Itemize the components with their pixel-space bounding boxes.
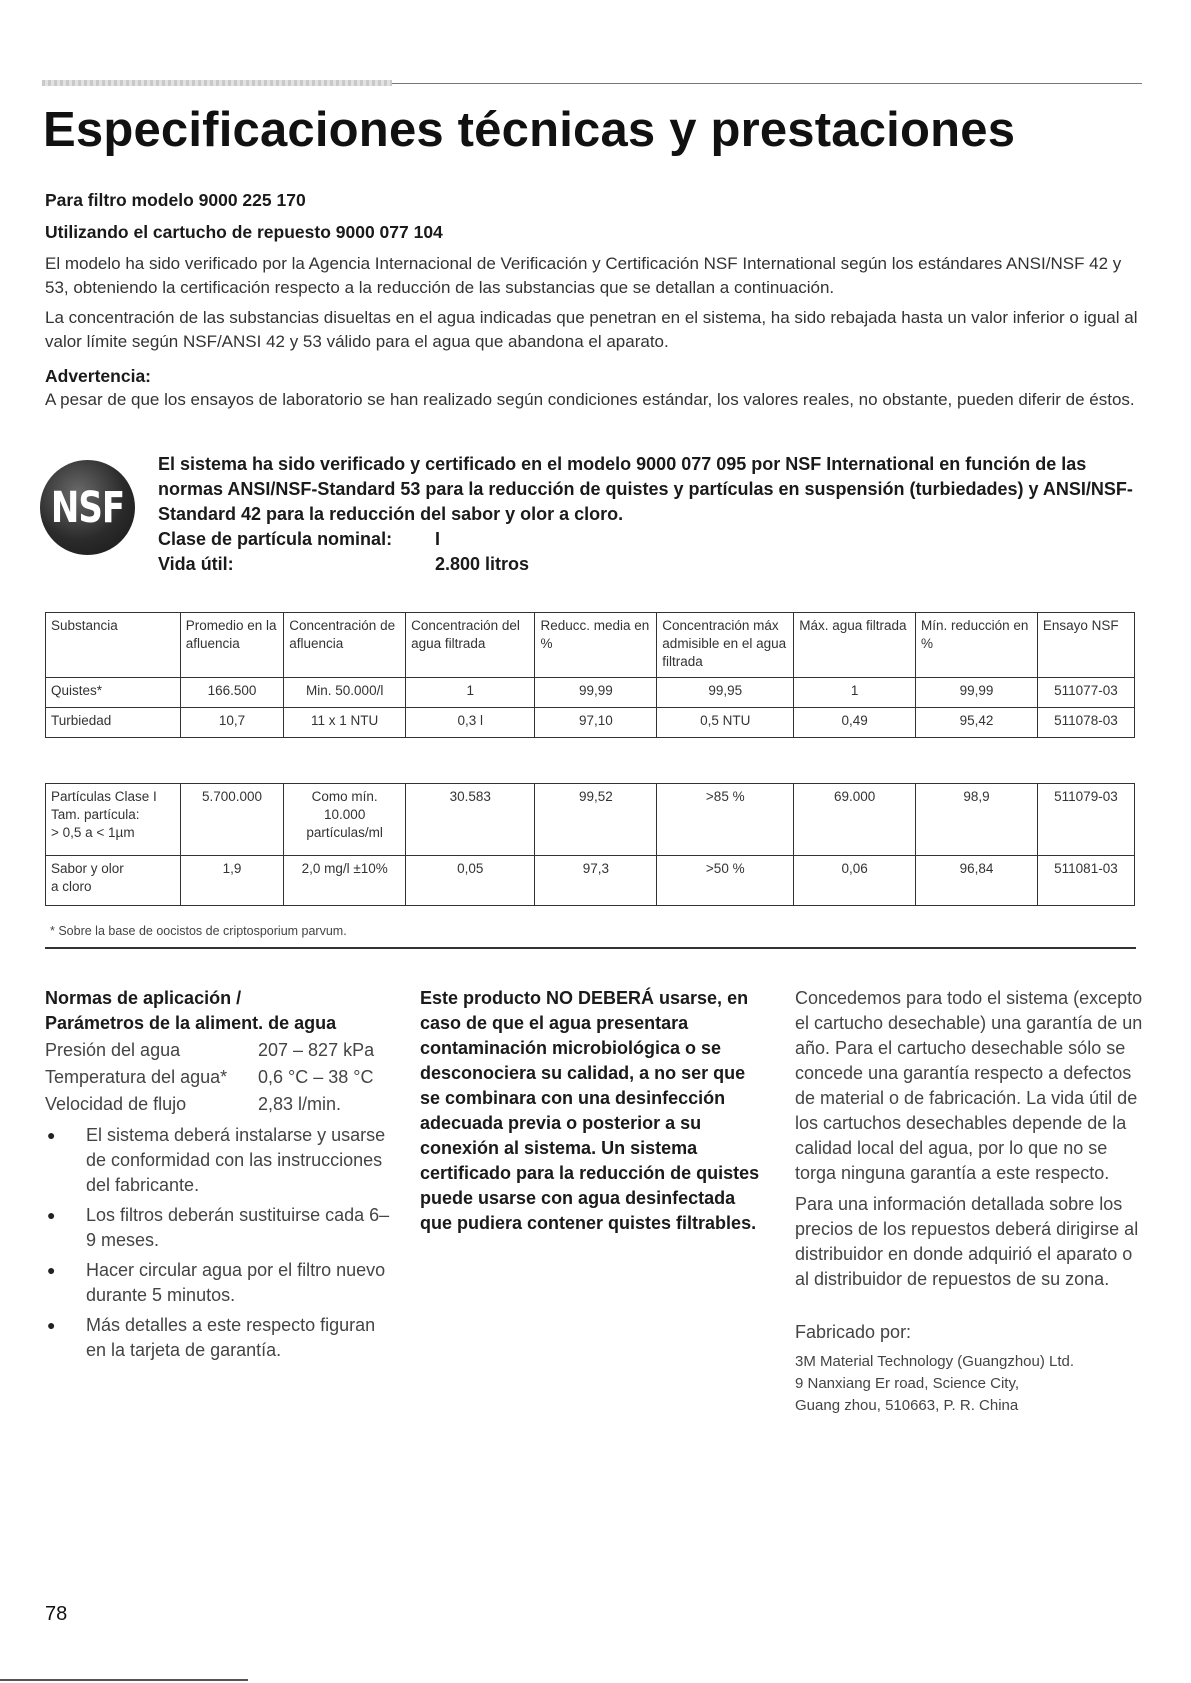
table-cell: 98,9: [916, 784, 1038, 856]
application-heading-2: Parámetros de la aliment. de agua: [45, 1013, 337, 1033]
table-cell: 97,10: [535, 708, 657, 738]
header-cell: Substancia: [46, 613, 181, 678]
param-label: Velocidad de flujo: [45, 1094, 187, 1114]
cartridge-line: Utilizando el cartucho de repuesto 9000 077 104: [45, 222, 443, 242]
reduction-table-1: [45, 612, 1135, 738]
param-row: [45, 1092, 390, 1117]
table-cell: Quistes*: [46, 678, 181, 708]
table-cell: 1: [406, 678, 535, 708]
warranty-text: Concedemos para todo el sistema (excepto el cartucho desechable) una garantía de un año. Para el cartucho desechable sólo se concede una garantía respecto a defectos de material o de fabricación. La vida útil de los cartuchos desechables depende de la calidad local del agua, por lo que no se torga ninguna garantía a este respecto.: [795, 988, 1143, 1183]
service-life-row: [158, 552, 1148, 577]
table-cell: 511077-03: [1037, 678, 1134, 708]
address-line: Guang zhou, 510663, P. R. China: [795, 1397, 1019, 1414]
instruction-list: [45, 1123, 390, 1363]
list-item: ● Más detalles a este respecto figuran en la tarjeta de garantía.: [45, 1313, 390, 1363]
address-line: 3M Material Technology (Guangzhou) Ltd.: [795, 1353, 1075, 1370]
param-label: Presión del agua: [45, 1040, 181, 1060]
table-cell: 99,95: [657, 678, 794, 708]
table-cell: 0,49: [794, 708, 916, 738]
warranty-column: [795, 986, 1145, 1417]
warning-title: Advertencia:: [45, 366, 152, 386]
header-cell: Reducc. media en %: [535, 613, 657, 678]
table-cell: 30.583: [406, 784, 535, 856]
table-cell: 166.500: [180, 678, 284, 708]
particle-class-value: I: [435, 529, 441, 549]
header-cell: Concentración de afluencia: [284, 613, 406, 678]
intro-section: [45, 188, 1145, 418]
application-heading-1: Normas de aplicación /: [45, 988, 242, 1008]
table-cell: 511079-03: [1037, 784, 1134, 856]
param-value: 2,83 l/min.: [258, 1094, 342, 1114]
param-label: Temperatura del agua*: [45, 1067, 228, 1087]
manufacturer-address: [795, 1351, 1145, 1417]
nsf-logo: [40, 460, 135, 555]
table-cell: 10,7: [180, 708, 284, 738]
table-cell: Min. 50.000/l: [284, 678, 406, 708]
address-line: 9 Nanxiang Er road, Science City,: [795, 1375, 1019, 1392]
header-line: [392, 83, 1142, 84]
table-cell: 11 x 1 NTU: [284, 708, 406, 738]
service-life-label: Vida útil:: [158, 554, 234, 574]
certification-block: [158, 452, 1148, 577]
list-item: ● El sistema deberá instalarse y usarse de conformidad con las instrucciones del fabricante.: [45, 1123, 390, 1198]
table-cell: Sabor y olor a cloro: [46, 856, 181, 906]
table-cell: 95,42: [916, 708, 1038, 738]
table-cell: 97,3: [535, 856, 657, 906]
header-cell: Máx. agua filtrada: [794, 613, 916, 678]
certification-statement: El sistema ha sido verificado y certificado en el modelo 9000 077 095 por NSF International en función de las normas ANSI/NSF-Standard 53 para la reducción de quistes y partículas en suspensión (turbiedades) y ANSI/NSF-Standard 42 para la reducción del sabor y olor a cloro.: [158, 454, 1133, 524]
table-cell: 511081-03: [1037, 856, 1134, 906]
footer-rule: [0, 1679, 248, 1681]
page-number: 78: [45, 1603, 68, 1625]
table-cell: 0,5 NTU: [657, 708, 794, 738]
table-row: [46, 856, 1135, 906]
reduction-table-2: [45, 783, 1135, 906]
table-cell: >50 %: [657, 856, 794, 906]
list-item: ● Los filtros deberán sustituirse cada 6–9 meses.: [45, 1203, 390, 1253]
param-row: [45, 1038, 390, 1063]
param-value: 207 – 827 kPa: [258, 1040, 375, 1060]
table-cell: Partículas Clase I Tam. partícula: > 0,5 a < 1µm: [46, 784, 181, 856]
table-cell: Turbiedad: [46, 708, 181, 738]
usage-warning: Este producto NO DEBERÁ usarse, en caso de que el agua presentara contaminación microbiológica o se desconociera su calidad, a no ser que se combinara con una desinfección adecuada previa o posterior a su conexión al sistema. Un sistema certificado para la reducción de quistes puede usarse con agua desinfectada que pudiera contener quistes filtrables.: [420, 988, 760, 1233]
table-cell: 99,52: [535, 784, 657, 856]
header-cell: Promedio en la afluencia: [180, 613, 284, 678]
spare-parts-text: Para una información detallada sobre los precios de los repuestos deberá dirigirse al distribuidor en donde adquirió el aparato o al distribuidor de repuestos de su zona.: [795, 1194, 1139, 1289]
table-cell: 1,9: [180, 856, 284, 906]
service-life-value: 2.800 litros: [435, 554, 530, 574]
model-line: Para filtro modelo 9000 225 170: [45, 190, 306, 210]
param-value: 0,6 °C – 38 °C: [258, 1067, 374, 1087]
table-cell: 5.700.000: [180, 784, 284, 856]
table-cell: Como mín. 10.000 partículas/ml: [284, 784, 406, 856]
table-cell: 69.000: [794, 784, 916, 856]
header-cell: Mín. reducción en %: [916, 613, 1038, 678]
table-row: [46, 678, 1135, 708]
table-row: [46, 784, 1135, 856]
table-cell: 0,3 l: [406, 708, 535, 738]
table-cell: 99,99: [916, 678, 1038, 708]
particle-class-row: [158, 527, 1148, 552]
header-shade: [42, 80, 392, 86]
table-footnote: * Sobre la base de oocistos de criptosporium parvum.: [50, 924, 347, 938]
header-cell: Concentración máx admisible en el agua filtrada: [657, 613, 794, 678]
intro-paragraph-2: La concentración de las substancias disueltas en el agua indicadas que penetran en el sistema, ha sido rebajada hasta un valor inferior o igual al valor límite según NSF/ANSI 42 y 53 válido para el agua que abandona el aparato.: [45, 308, 1138, 351]
table-header-row: [46, 613, 1135, 678]
application-column: [45, 986, 390, 1368]
header-cell: Concentración del agua filtrada: [406, 613, 535, 678]
particle-class-label: Clase de partícula nominal:: [158, 529, 393, 549]
param-row: [45, 1065, 390, 1090]
header-rule: [42, 80, 1142, 86]
list-item: ● Hacer circular agua por el filtro nuevo durante 5 minutos.: [45, 1258, 390, 1308]
table-cell: 511078-03: [1037, 708, 1134, 738]
table-cell: 2,0 mg/l ±10%: [284, 856, 406, 906]
warning-text: A pesar de que los ensayos de laboratorio se han realizado según condiciones estándar, los valores reales, no obstante, pueden diferir de éstos.: [45, 390, 1135, 409]
nsf-logo-text: NSF: [50, 482, 125, 533]
table-cell: >85 %: [657, 784, 794, 856]
manufacturer-label: Fabricado por:: [795, 1322, 912, 1342]
table-row: [46, 708, 1135, 738]
table-cell: 0,06: [794, 856, 916, 906]
table-cell: 99,99: [535, 678, 657, 708]
page-title: Especificaciones técnicas y prestaciones: [43, 103, 1016, 157]
header-cell: Ensayo NSF: [1037, 613, 1134, 678]
section-divider: [45, 947, 1136, 949]
table-cell: 1: [794, 678, 916, 708]
table-cell: 0,05: [406, 856, 535, 906]
table-cell: 96,84: [916, 856, 1038, 906]
intro-paragraph-1: El modelo ha sido verificado por la Agencia Internacional de Verificación y Certificación NSF International según los estándares ANSI/NSF 42 y 53, obteniendo la certificación respecto a la reducción de las substancias que se detallan a continuación.: [45, 254, 1122, 297]
